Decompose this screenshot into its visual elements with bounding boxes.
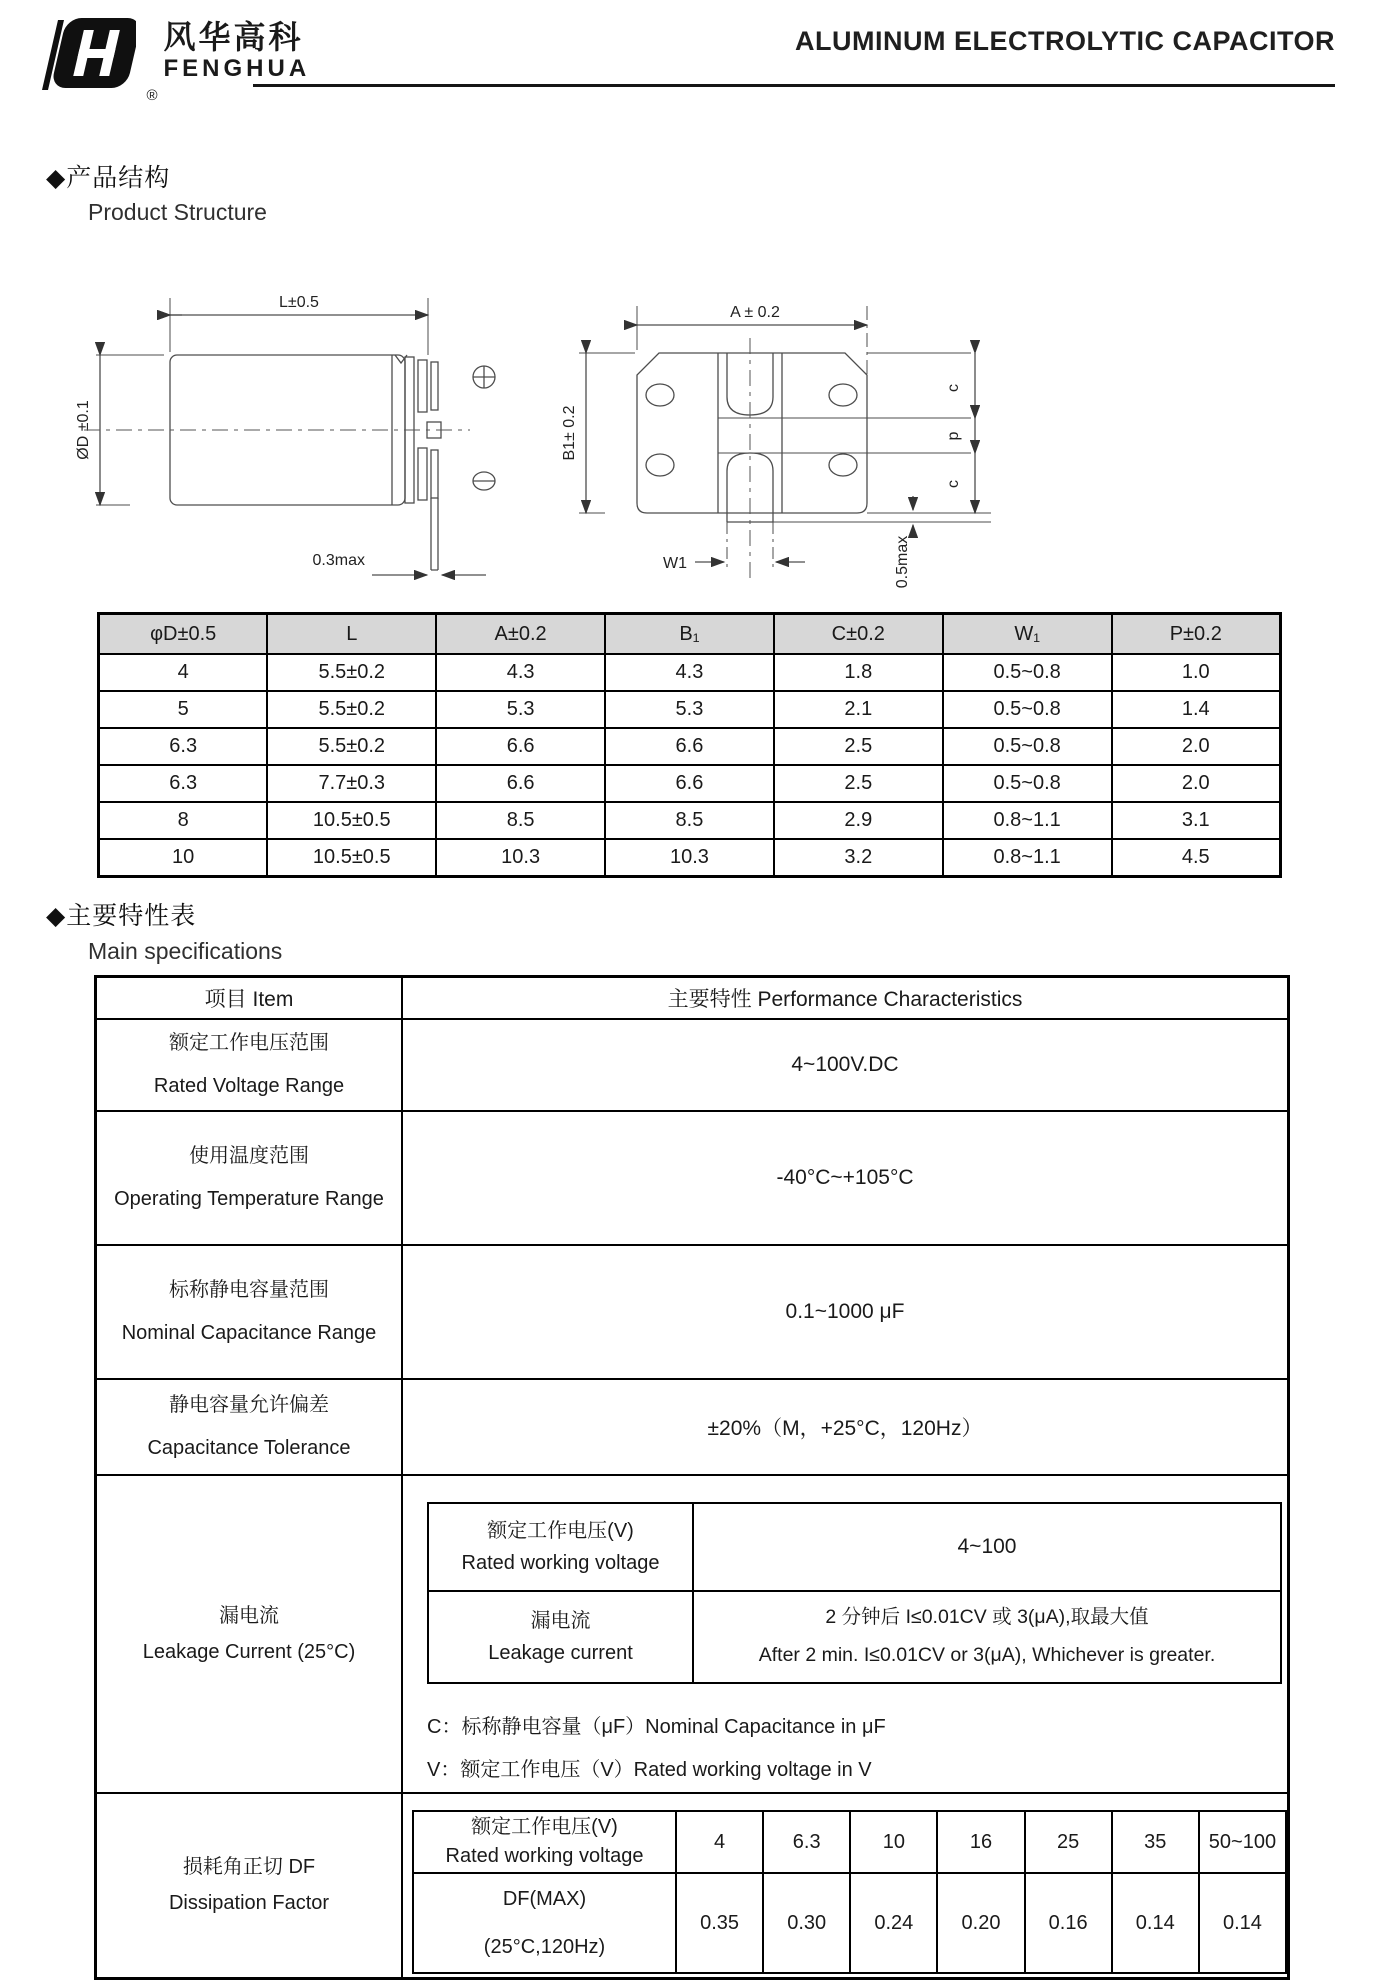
- capacitor-side-view-diagram: [70, 240, 550, 595]
- spec-row-nominal-capacitance: [96, 1245, 1289, 1379]
- dimension-table-cell: 0.5~0.8: [943, 728, 1112, 765]
- df-voltage-cell: 10: [850, 1811, 937, 1873]
- item-cn: 静电容量允许偏差: [169, 1393, 329, 1416]
- dimension-table-row: [99, 765, 1281, 802]
- dimension-table-cell: 6.3: [99, 765, 268, 802]
- leakage-voltage-value: 4~100: [693, 1503, 1281, 1591]
- dimension-table-header-cell: P±0.2: [1112, 614, 1281, 655]
- item-en: Dissipation Factor: [168, 1892, 330, 1915]
- df-value-cell: 0.14: [1199, 1873, 1286, 1973]
- dimension-table-header-cell: L: [267, 614, 436, 655]
- dimension-table-cell: 1.4: [1112, 691, 1281, 728]
- spec-col2-header: 主要特性 Performance Characteristics: [402, 977, 1289, 1019]
- item-dissipation-factor: [96, 1793, 403, 1979]
- item-cn: 标称静电容量范围: [169, 1278, 329, 1301]
- dimension-table-cell: 8: [99, 802, 268, 839]
- dimension-table-cell: 0.5~0.8: [943, 654, 1112, 691]
- dimension-table-row: [99, 654, 1281, 691]
- df-value-cell: 0.14: [1112, 1873, 1199, 1973]
- dimension-table-cell: 2.0: [1112, 728, 1281, 765]
- dimension-table-cell: 6.6: [436, 728, 605, 765]
- dimension-table-header-cell: C±0.2: [774, 614, 943, 655]
- dim-W1-label: W1: [663, 555, 687, 572]
- spec-row-dissipation-factor: [96, 1793, 1289, 1979]
- item-cn: 漏电流: [219, 1604, 279, 1627]
- label-cn: 漏电流: [530, 1609, 591, 1632]
- item-en: Nominal Capacitance Range: [121, 1321, 377, 1344]
- df-value-cell: 0.35: [676, 1873, 763, 1973]
- dim-c-bottom-label: c: [945, 480, 962, 488]
- capacitor-bottom-view-diagram: [555, 240, 1075, 595]
- leakage-condition: [693, 1591, 1281, 1683]
- df-voltage-cell: 50~100: [1199, 1811, 1286, 1873]
- dimension-table-row: [99, 691, 1281, 728]
- dimension-table-cell: 10: [99, 839, 268, 877]
- note-v: V：额定工作电压（V）Rated working voltage in V: [427, 1758, 872, 1781]
- dimension-table-cell: 5: [99, 691, 268, 728]
- spec-row-operating-temperature: [96, 1111, 1289, 1245]
- dimension-table-cell: 0.5~0.8: [943, 691, 1112, 728]
- df-max-label: [413, 1873, 676, 1973]
- dimension-table-cell: 2.0: [1112, 765, 1281, 802]
- dimension-table-header-cell: A±0.2: [436, 614, 605, 655]
- dim-B1-label: B1± 0.2: [561, 405, 578, 461]
- dimension-table-cell: 5.5±0.2: [267, 728, 436, 765]
- value-nominal-capacitance: 0.1~1000 μF: [402, 1245, 1289, 1379]
- note-c: C：标称静电容量（μF）Nominal Capacitance in μF: [427, 1715, 886, 1738]
- dimension-table-cell: 4.5: [1112, 839, 1281, 877]
- item-en: Rated Voltage Range: [153, 1074, 345, 1097]
- spec-col1-header: 项目 Item: [96, 977, 403, 1019]
- dimension-table-cell: 1.8: [774, 654, 943, 691]
- dimension-table-cell: 5.3: [605, 691, 774, 728]
- leakage-detail-cell: [402, 1475, 1289, 1793]
- df-voltage-cell: 4: [676, 1811, 763, 1873]
- dim-c-top-label: c: [945, 384, 962, 392]
- dimension-table-header-cell: W₁: [943, 614, 1112, 655]
- df-voltage-cell: 16: [937, 1811, 1024, 1873]
- label-en: Leakage current: [488, 1641, 633, 1664]
- df-voltage-row: [413, 1811, 1286, 1873]
- dimension-table-cell: 0.8~1.1: [943, 802, 1112, 839]
- dim-protrusion-label: 0.3max: [312, 552, 365, 569]
- item-cn: 损耗角正切 DF: [182, 1856, 316, 1879]
- df-value-cell: 0.24: [850, 1873, 937, 1973]
- dimension-table-cell: 10.5±0.5: [267, 839, 436, 877]
- dimension-table-cell: 3.1: [1112, 802, 1281, 839]
- dimension-table-cell: 0.8~1.1: [943, 839, 1112, 877]
- dimension-table-row: [99, 802, 1281, 839]
- dimension-table-cell: 8.5: [436, 802, 605, 839]
- dimension-table-header-cell: φD±0.5: [99, 614, 268, 655]
- spec-row-leakage-current: [96, 1475, 1289, 1793]
- label-en: Rated working voltage: [461, 1551, 660, 1574]
- dim-standoff-label: 0.5max: [894, 535, 911, 589]
- leakage-notes: [427, 1706, 1287, 1792]
- section-main-specs-en: Main specifications: [88, 938, 283, 964]
- dim-D-label: ØD ±0.1: [75, 400, 92, 460]
- dimension-table-cell: 6.3: [99, 728, 268, 765]
- dim-p-label: p: [945, 431, 962, 441]
- df-voltage-cell: 35: [1112, 1811, 1199, 1873]
- dimension-table-cell: 10.3: [436, 839, 605, 877]
- registered-trademark-icon: ®: [146, 87, 158, 104]
- dimension-table-cell: 6.6: [436, 765, 605, 802]
- item-capacitance-tolerance: [96, 1379, 403, 1475]
- polarity-plus-icon: [473, 366, 495, 388]
- spec-row-rated-voltage: [96, 1019, 1289, 1111]
- leakage-voltage-row: [428, 1503, 1281, 1591]
- product-structure-diagrams: [70, 240, 1350, 600]
- dimension-table-cell: 8.5: [605, 802, 774, 839]
- dimension-table-cell: 2.1: [774, 691, 943, 728]
- dimension-table-cell: 6.6: [605, 728, 774, 765]
- dimension-table-header-row: [99, 614, 1281, 655]
- df-value-cell: 0.30: [763, 1873, 850, 1973]
- leakage-current-row: [428, 1591, 1281, 1683]
- df-detail-cell: [402, 1793, 1289, 1979]
- main-specifications-table: [94, 975, 1290, 1980]
- label-en: Rated working voltage: [445, 1845, 644, 1868]
- dim-A-label: A ± 0.2: [730, 304, 780, 321]
- dimension-table-cell: 4.3: [605, 654, 774, 691]
- df-voltage-cell: 25: [1025, 1811, 1112, 1873]
- df-voltage-cell: 6.3: [763, 1811, 850, 1873]
- item-nominal-capacitance: [96, 1245, 403, 1379]
- fenghua-logo: [36, 12, 310, 103]
- value-rated-voltage: 4~100V.DC: [402, 1019, 1289, 1111]
- polarity-minus-icon: [473, 472, 495, 490]
- dimension-table-row: [99, 839, 1281, 877]
- dimension-table-body: [99, 654, 1281, 877]
- dimension-table-cell: 4: [99, 654, 268, 691]
- dimension-table-cell: 4.3: [436, 654, 605, 691]
- dimension-table-cell: 5.3: [436, 691, 605, 728]
- value-operating-temperature: -40°C~+105°C: [402, 1111, 1289, 1245]
- dimension-table-cell: 3.2: [774, 839, 943, 877]
- dimension-table: [97, 612, 1282, 878]
- value-capacitance-tolerance: ±20%（M，+25°C，120Hz）: [402, 1379, 1289, 1475]
- section-product-structure-cn: ◆产品结构: [46, 164, 171, 192]
- label-cn: 额定工作电压(V): [487, 1519, 634, 1542]
- label-cn: 额定工作电压(V): [471, 1816, 618, 1839]
- leakage-inner-table: [427, 1502, 1282, 1684]
- header-rule: [253, 84, 1335, 87]
- condition-cn: 2 分钟后 I≤0.01CV 或 3(μA),取最大值: [825, 1606, 1149, 1629]
- leakage-current-label: [428, 1591, 693, 1683]
- item-en: Capacitance Tolerance: [147, 1436, 351, 1459]
- dimension-table-row: [99, 728, 1281, 765]
- df-value-row: [413, 1873, 1286, 1973]
- condition-en: After 2 min. I≤0.01CV or 3(μA), Whichever is greater.: [758, 1643, 1216, 1666]
- logo-text-en: FENGHUA: [163, 55, 311, 83]
- dimension-table-cell: 0.5~0.8: [943, 765, 1112, 802]
- item-en: Leakage Current (25°C): [142, 1640, 356, 1663]
- item-operating-temperature: [96, 1111, 403, 1245]
- df-value-cell: 0.20: [937, 1873, 1024, 1973]
- dimension-table-cell: 5.5±0.2: [267, 654, 436, 691]
- dimension-table-cell: 10.3: [605, 839, 774, 877]
- df-max-line1: DF(MAX): [502, 1888, 587, 1911]
- dimension-table-cell: 5.5±0.2: [267, 691, 436, 728]
- dimension-table-cell: 1.0: [1112, 654, 1281, 691]
- section-product-structure-en: Product Structure: [88, 199, 267, 225]
- section-main-specs-cn: ◆主要特性表: [46, 902, 197, 930]
- fenghua-logo-icon: [36, 12, 158, 104]
- item-rated-voltage: [96, 1019, 403, 1111]
- dim-L-label: L±0.5: [279, 294, 319, 311]
- logo-text-cn: 风华高科: [163, 19, 304, 55]
- dimension-table-cell: 6.6: [605, 765, 774, 802]
- item-cn: 额定工作电压范围: [169, 1031, 329, 1054]
- item-leakage-current: [96, 1475, 403, 1793]
- spec-header-row: [96, 977, 1289, 1019]
- leakage-voltage-label: [428, 1503, 693, 1591]
- dimension-table-cell: 7.7±0.3: [267, 765, 436, 802]
- df-max-line2: (25°C,120Hz): [483, 1936, 606, 1959]
- item-cn: 使用温度范围: [189, 1144, 309, 1167]
- spec-row-capacitance-tolerance: [96, 1379, 1289, 1475]
- df-value-cell: 0.16: [1025, 1873, 1112, 1973]
- dimension-table-cell: 10.5±0.5: [267, 802, 436, 839]
- df-voltage-header: [413, 1811, 676, 1873]
- dimension-table-cell: 2.9: [774, 802, 943, 839]
- item-en: Operating Temperature Range: [114, 1187, 384, 1210]
- page-title: ALUMINUM ELECTROLYTIC CAPACITOR: [795, 26, 1335, 56]
- dimension-table-cell: 2.5: [774, 728, 943, 765]
- df-inner-table: [412, 1810, 1287, 1974]
- dimension-table-header-cell: B₁: [605, 614, 774, 655]
- dimension-table-cell: 2.5: [774, 765, 943, 802]
